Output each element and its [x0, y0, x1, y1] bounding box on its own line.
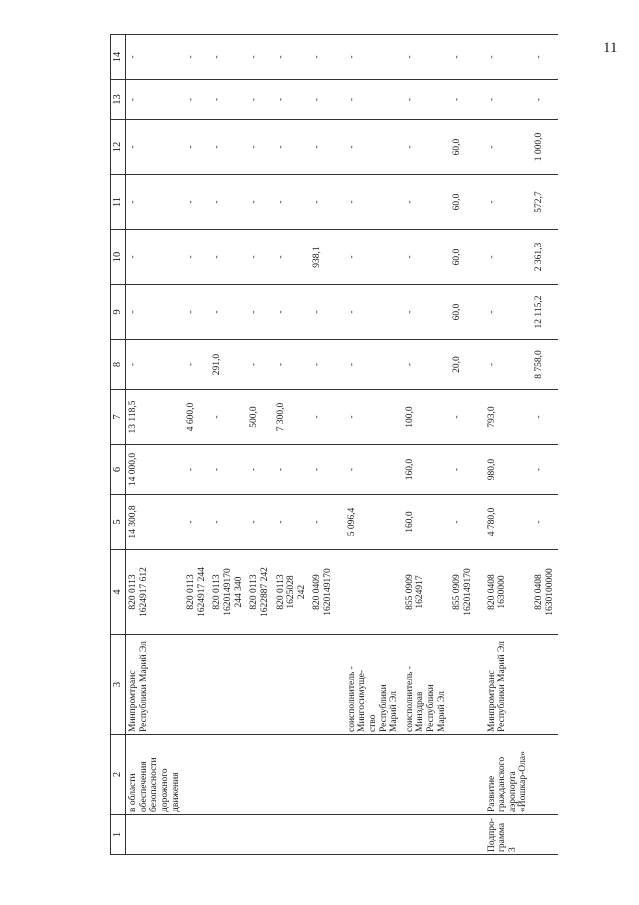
table-cell: - [310, 495, 336, 550]
table-cell: - [477, 175, 533, 230]
column-header: 11 [111, 175, 126, 230]
table-cell [310, 635, 336, 735]
table-cell: - [274, 80, 311, 120]
table-cell: - [310, 175, 336, 230]
table-cell: - [477, 35, 533, 80]
table-row [450, 35, 476, 855]
table-row [210, 35, 247, 855]
table-cell: 500,0 [247, 390, 273, 445]
table-row [274, 35, 311, 855]
column-header: 4 [111, 550, 126, 635]
table-cell: - [477, 80, 533, 120]
table-cell: - [532, 495, 558, 550]
table-cell: - [477, 230, 533, 285]
table-cell: - [210, 230, 247, 285]
table-cell: - [337, 175, 403, 230]
table-cell [337, 815, 403, 855]
table-cell: - [403, 230, 451, 285]
table-cell [274, 815, 311, 855]
table-cell: 980,0 [477, 445, 533, 495]
table-cell: 820 0409 1620149170 [310, 550, 336, 635]
table-cell: - [184, 175, 210, 230]
table-cell: - [310, 120, 336, 175]
column-header: 10 [111, 230, 126, 285]
table-cell [184, 815, 210, 855]
table-cell: 820 0408 1630000 [477, 550, 533, 635]
table-cell: соисполнитель - Мингосимуще- ство Республики Марий Эл [337, 635, 403, 735]
table-cell: - [210, 35, 247, 80]
table-cell: - [184, 445, 210, 495]
table-cell: 855 0909 1620149170 [450, 550, 476, 635]
table-cell: - [403, 35, 451, 80]
table-cell: - [274, 285, 311, 340]
table-cell: - [403, 120, 451, 175]
table-row [532, 35, 558, 855]
table-cell [403, 815, 451, 855]
table-cell: - [450, 445, 476, 495]
table-row [126, 35, 185, 855]
table-cell: - [210, 390, 247, 445]
table-cell: - [450, 35, 476, 80]
table-cell: - [126, 340, 185, 390]
column-header: 12 [111, 120, 126, 175]
table-cell: - [450, 80, 476, 120]
table-cell [210, 735, 247, 815]
table-cell [126, 815, 185, 855]
table-cell: - [210, 285, 247, 340]
table-row [403, 35, 451, 855]
column-header: 2 [111, 735, 126, 815]
table-cell: 14 000,0 [126, 445, 185, 495]
table-cell: 291,0 [210, 340, 247, 390]
table-cell: 820 0113 1625028 242 [274, 550, 311, 635]
table-cell: - [532, 35, 558, 80]
table-cell: 572,7 [532, 175, 558, 230]
table-cell: 13 118,5 [126, 390, 185, 445]
table-cell: - [310, 80, 336, 120]
table-cell [247, 815, 273, 855]
table-cell: - [184, 230, 210, 285]
header-row [111, 35, 126, 855]
table-cell: 820 0408 1630100000 [532, 550, 558, 635]
table-cell: - [403, 285, 451, 340]
table-cell: соисполнитель - Минздрав Республики Марий Эл [403, 635, 451, 735]
table-cell: 1 000,0 [532, 120, 558, 175]
table-cell: - [247, 340, 273, 390]
table-cell: 2 361,3 [532, 230, 558, 285]
table-row [247, 35, 273, 855]
table-cell: - [310, 340, 336, 390]
table-cell: - [247, 120, 273, 175]
table-body [126, 35, 559, 855]
column-header: 7 [111, 390, 126, 445]
table-cell: - [184, 120, 210, 175]
table-cell: 820 0113 1620149170 244 340 [210, 550, 247, 635]
table-cell: - [210, 495, 247, 550]
table-cell: - [274, 340, 311, 390]
table-cell: - [184, 495, 210, 550]
table-cell: 820 0113 1624917 244 [184, 550, 210, 635]
table-cell [337, 735, 403, 815]
table-cell: - [247, 285, 273, 340]
table-cell: - [532, 445, 558, 495]
table-cell: - [184, 80, 210, 120]
table-cell: - [126, 80, 185, 120]
table-cell: - [337, 445, 403, 495]
table-cell: 820 0113 1624917 612 [126, 550, 185, 635]
table-cell: 60,0 [450, 230, 476, 285]
table-cell: - [450, 495, 476, 550]
table-cell [210, 815, 247, 855]
table-cell: 7 300,0 [274, 390, 311, 445]
table-cell: - [274, 230, 311, 285]
column-header: 5 [111, 495, 126, 550]
table-cell [450, 735, 476, 815]
table-cell: - [247, 35, 273, 80]
table-cell: - [310, 285, 336, 340]
table-cell: - [126, 175, 185, 230]
table-cell: - [403, 175, 451, 230]
table-cell: - [274, 35, 311, 80]
budget-table [110, 34, 558, 855]
table-cell: - [210, 80, 247, 120]
table-cell [184, 735, 210, 815]
table-cell: - [247, 175, 273, 230]
table-cell [337, 550, 403, 635]
table-cell: - [247, 495, 273, 550]
table-cell: - [274, 120, 311, 175]
table-cell: - [337, 120, 403, 175]
column-header: 3 [111, 635, 126, 735]
table-cell [184, 635, 210, 735]
table-cell: - [337, 80, 403, 120]
table-row [310, 35, 336, 855]
table-cell [247, 635, 273, 735]
table-cell: - [310, 35, 336, 80]
column-header: 1 [111, 815, 126, 855]
table-cell: 793,0 [477, 390, 533, 445]
table-cell: - [337, 230, 403, 285]
table-cell: - [337, 285, 403, 340]
table-cell: - [532, 390, 558, 445]
table-cell [532, 735, 558, 815]
column-header: 9 [111, 285, 126, 340]
table-cell: - [184, 35, 210, 80]
table-cell: 20,0 [450, 340, 476, 390]
table-cell: Минпромтранс Республики Марий Эл [477, 635, 533, 735]
table-cell: - [274, 445, 311, 495]
table-cell: 4 600,0 [184, 390, 210, 445]
table-cell [532, 815, 558, 855]
table-cell: - [210, 175, 247, 230]
table-cell: - [126, 35, 185, 80]
table-cell: - [274, 175, 311, 230]
table-cell: - [477, 340, 533, 390]
rotated-page [110, 35, 630, 855]
table-cell: 8 758,0 [532, 340, 558, 390]
column-header: 13 [111, 80, 126, 120]
table-cell [274, 635, 311, 735]
table-cell: - [274, 495, 311, 550]
table-cell: 5 096,4 [337, 495, 403, 550]
page-number: 11 [603, 40, 618, 56]
table-cell: - [477, 120, 533, 175]
table-cell: - [184, 285, 210, 340]
column-header: 8 [111, 340, 126, 390]
table-cell [450, 815, 476, 855]
table-cell: в области обеспечения безопасности дорожного движения [126, 735, 185, 815]
table-cell: 100,0 [403, 390, 451, 445]
table-row [184, 35, 210, 855]
table-cell: - [403, 80, 451, 120]
table-cell: 160,0 [403, 445, 451, 495]
table-cell [532, 635, 558, 735]
table-cell: 14 300,8 [126, 495, 185, 550]
column-header: 14 [111, 35, 126, 80]
table-cell: 938,1 [310, 230, 336, 285]
table-cell: - [184, 340, 210, 390]
table-cell: 60,0 [450, 120, 476, 175]
table-cell: 60,0 [450, 285, 476, 340]
table-cell: 160,0 [403, 495, 451, 550]
table-row [337, 35, 403, 855]
table-cell: - [337, 340, 403, 390]
table-cell [310, 735, 336, 815]
table-cell: 12 115,2 [532, 285, 558, 340]
table-cell: - [532, 80, 558, 120]
column-header: 6 [111, 445, 126, 495]
table-cell: - [247, 80, 273, 120]
table-cell: - [126, 120, 185, 175]
table-cell: 820 0113 1622887 242 [247, 550, 273, 635]
table-cell [274, 735, 311, 815]
table-cell [403, 735, 451, 815]
table-cell [247, 735, 273, 815]
table-cell [310, 815, 336, 855]
table-cell: - [247, 230, 273, 285]
table-row [477, 35, 533, 855]
table-cell: - [337, 35, 403, 80]
table-cell: - [247, 445, 273, 495]
table-cell: Развитие гражданского аэропорта «Йошкар-Ола» [477, 735, 533, 815]
table-cell [450, 635, 476, 735]
table-cell: - [310, 445, 336, 495]
table-cell: - [450, 390, 476, 445]
table-cell: 60,0 [450, 175, 476, 230]
table-cell: 855 0909 1624917 [403, 550, 451, 635]
table-cell: - [310, 390, 336, 445]
table-cell: - [126, 230, 185, 285]
table-cell [210, 635, 247, 735]
table-cell: Подпро- грамма 3 [477, 815, 533, 855]
table-cell: Минпромтранс Республики Марий Эл [126, 635, 185, 735]
table-cell: - [337, 390, 403, 445]
table-cell: - [126, 285, 185, 340]
table-cell: - [403, 340, 451, 390]
table-cell: - [477, 285, 533, 340]
table-cell: 4 780,0 [477, 495, 533, 550]
table-cell: - [210, 120, 247, 175]
table-cell: - [210, 445, 247, 495]
